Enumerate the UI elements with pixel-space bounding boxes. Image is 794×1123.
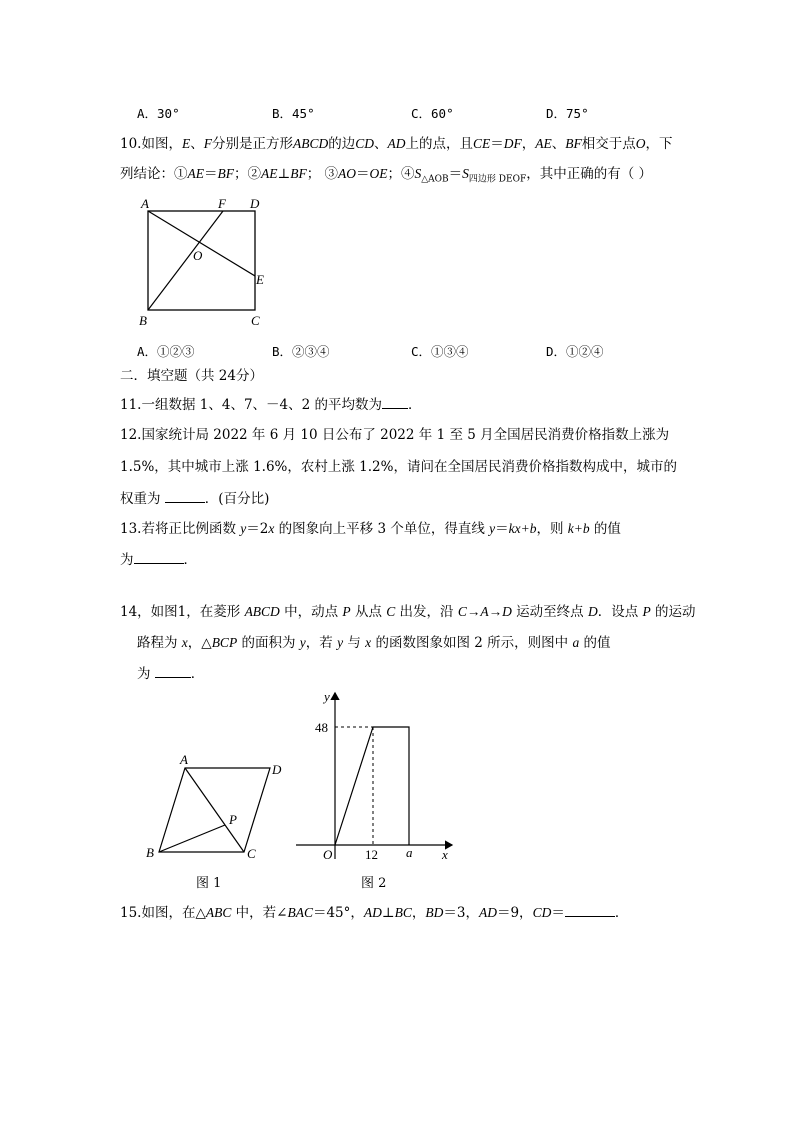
q12-line2: 1.5%，其中城市上涨 1.6%，农村上涨 1.2%，请问在全国居民消费价格指数构成中，城市的 — [120, 459, 677, 475]
label-o: O — [193, 248, 203, 263]
q14-line2: 路程为 x，△BCP 的面积为 y，若 y 与 x 的函数图象如图 2 所示，则图中 a 的值 — [137, 635, 611, 651]
label-e: E — [256, 272, 264, 287]
label-d: D — [250, 196, 260, 211]
q10-option-a: A．①②③ — [137, 344, 195, 359]
axis-label-x: x — [442, 847, 448, 862]
q10-option-d: D．①②④ — [546, 344, 604, 359]
q14-line1: 14，如图1，在菱形 ABCD 中，动点 P 从点 C 出发，沿 C→A→D 运动至终点 D．设点 P 的运动 — [120, 604, 696, 620]
q10-option-c: C．①③④ — [411, 344, 469, 359]
q15: 15.如图，在△ABC 中，若∠BAC＝45°，AD⊥BC，BD＝3，AD＝9，CD＝ ． — [120, 905, 629, 921]
q14-line3: 为 ． — [137, 666, 205, 682]
origin-label: O — [323, 847, 333, 862]
q12-line1: 12.国家统计局 2022 年 6 月 10 日公布了 2022 年 1 至 5 月全国居民消费价格指数上涨为 — [120, 427, 670, 443]
axis-label-y: y — [324, 689, 330, 704]
segment-ae — [148, 211, 255, 276]
tick-12: 12 — [365, 847, 378, 862]
q9-option-b: B．45° — [272, 106, 315, 121]
label-b: B — [139, 313, 147, 328]
label-f: F — [218, 196, 226, 211]
q11-blank[interactable] — [382, 396, 408, 409]
q12-blank[interactable] — [165, 490, 205, 503]
q10-option-b: B．②③④ — [272, 344, 330, 359]
q10-line2: 列结论：①AE＝BF；②AE⊥BF； ③AO＝OE；$④S_{\triangle AOB}=S_{四边形 DEOF}$，其中正确的有（ ） — [120, 166, 652, 185]
segment-bf — [148, 211, 223, 310]
section-title: 二．填空题（共 24分） — [120, 368, 263, 384]
q10-line1: 10.如图，E、F分别是正方形ABCD的边CD、AD上的点，且CE＝DF，AE、BF相交于点O，下 — [120, 136, 673, 152]
q14-blank[interactable] — [155, 665, 191, 678]
graph-line — [335, 727, 409, 845]
q9-option-c: C．60° — [411, 106, 454, 121]
tick-48: 48 — [315, 720, 328, 735]
tick-a: a — [406, 845, 413, 860]
q12-line3: 权重为 ．(百分比) — [120, 491, 270, 507]
fig1-caption: 图 1 — [196, 876, 222, 891]
q15-blank[interactable] — [565, 904, 615, 917]
label-d: D — [272, 762, 282, 777]
diagonal-ac — [185, 768, 244, 852]
q14-rhombus-figure — [140, 750, 290, 865]
q9-option-a: A．30° — [137, 106, 180, 121]
label-a: A — [180, 752, 188, 767]
label-b: B — [146, 845, 154, 860]
q11: 11.一组数据 1、4、7、－4、2 的平均数为 ． — [120, 397, 422, 413]
label-c: C — [251, 313, 260, 328]
segment-bp — [159, 825, 225, 852]
label-p: P — [229, 812, 237, 827]
q10-square-figure — [135, 192, 275, 332]
label-a: A — [141, 196, 149, 211]
q14-graph-figure — [290, 685, 460, 865]
q13-line1: 13.若将正比例函数 y＝2x 的图象向上平移 3 个单位，得直线 y＝kx+b，则 k+b 的值 — [120, 521, 621, 537]
q13-line2: 为 ． — [120, 552, 197, 568]
label-c: C — [247, 846, 256, 861]
q13-blank[interactable] — [134, 551, 184, 564]
q9-option-d: D．75° — [546, 106, 589, 121]
fig2-caption: 图 2 — [361, 876, 387, 891]
